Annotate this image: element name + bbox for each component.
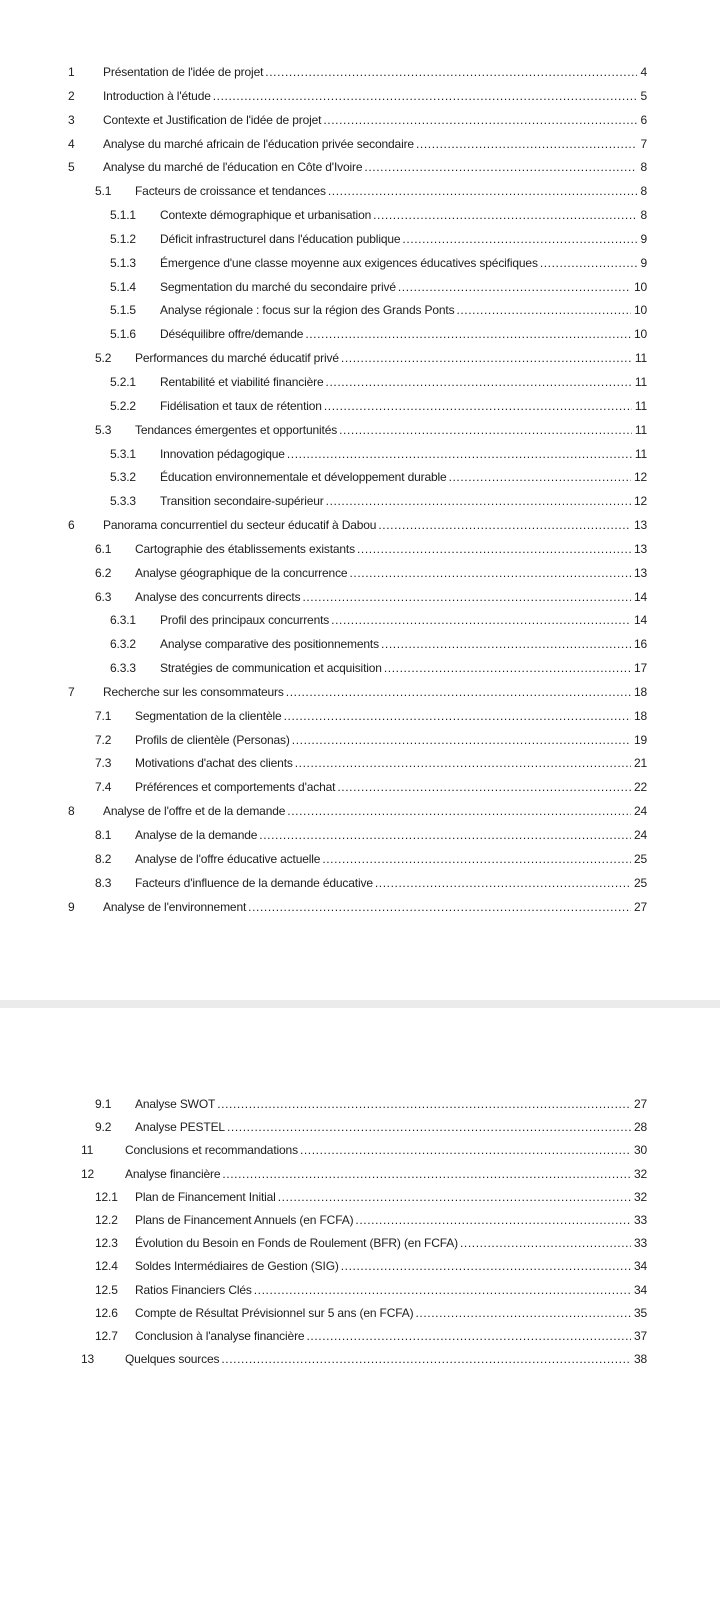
toc-entry-page: 22 [633, 780, 647, 795]
toc-page-2 [0, 1008, 720, 1612]
toc-dot-leader [300, 1139, 631, 1162]
toc-entry-title: Analyse PESTEL [135, 1120, 225, 1135]
toc-entry-title: Segmentation de la clientèle [135, 708, 282, 723]
toc-dot-leader [227, 1116, 631, 1139]
toc-entry-number: 5.1.5 [110, 303, 136, 318]
toc-entry[interactable] [68, 1325, 647, 1348]
toc-entry-page: 27 [633, 899, 647, 914]
toc-entry-number: 5.1.4 [110, 279, 136, 294]
toc-entry-title: Analyse financière [125, 1166, 221, 1181]
toc-entry-title: Transition secondaire-supérieur [160, 494, 324, 509]
toc-entry-number: 5.3.3 [110, 494, 136, 509]
toc-entry-title: Évolution du Besoin en Fonds de Roulement (BFR) (en FCFA) [135, 1236, 458, 1251]
toc-entry-title: Quelques sources [125, 1352, 220, 1367]
toc-entry-title: Émergence d'une classe moyenne aux exigences éducatives spécifiques [160, 255, 538, 270]
toc-entry-number: 6.3.2 [110, 637, 136, 652]
toc-dot-leader [259, 824, 631, 848]
toc-entry-number: 8.2 [95, 851, 112, 866]
toc-dot-leader [284, 705, 631, 729]
toc-dot-leader [339, 419, 632, 443]
toc-entry[interactable] [68, 371, 647, 395]
toc-entry[interactable] [68, 395, 647, 419]
toc-entry[interactable] [68, 61, 647, 85]
toc-dot-leader [355, 1209, 631, 1232]
toc-dot-leader [323, 109, 637, 133]
toc-entry-page: 10 [633, 303, 647, 318]
toc-entry[interactable] [68, 657, 647, 681]
toc-entry[interactable] [68, 156, 647, 180]
toc-entry-number: 5.1.6 [110, 327, 136, 342]
toc-entry-number: 5.2 [95, 351, 112, 366]
toc-entry[interactable] [68, 347, 647, 371]
toc-entry-title: Introduction à l'étude [103, 88, 211, 103]
toc-entry[interactable] [68, 1139, 647, 1162]
toc-entry-title: Analyse géographique de la concurrence [135, 565, 348, 580]
toc-entry-number: 8 [68, 804, 75, 819]
toc-entry-page: 8 [640, 160, 647, 175]
toc-entry-page: 34 [633, 1259, 647, 1274]
toc-entry[interactable] [68, 1232, 647, 1255]
toc-entry-page: 10 [633, 279, 647, 294]
toc-entry-number: 5.1.2 [110, 231, 136, 246]
toc-dot-leader [213, 85, 638, 109]
toc-entry[interactable] [68, 443, 647, 467]
toc-entry[interactable] [68, 252, 647, 276]
toc-entry[interactable] [68, 85, 647, 109]
toc-entry-title: Analyse SWOT [135, 1097, 216, 1111]
toc-entry-title: Tendances émergentes et opportunités [135, 422, 338, 437]
toc-entry[interactable] [68, 776, 647, 800]
toc-dot-leader [449, 466, 631, 490]
toc-entry-number: 5.1 [95, 184, 112, 199]
toc-entry-title: Analyse de l'offre et de la demande [103, 804, 286, 819]
toc-entry-number: 6.3.1 [110, 613, 136, 628]
toc-entry[interactable] [68, 1255, 647, 1278]
toc-entry-number: 3 [68, 112, 75, 127]
toc-entry[interactable] [68, 109, 647, 133]
toc-entry[interactable] [68, 586, 647, 610]
toc-dot-leader [287, 800, 631, 824]
toc-dot-leader [456, 299, 631, 323]
toc-entry[interactable] [68, 872, 647, 896]
toc-entry-page: 14 [633, 589, 647, 604]
toc-entry-number: 7.3 [95, 756, 112, 771]
toc-entry[interactable] [68, 562, 647, 586]
toc-entry[interactable] [68, 729, 647, 753]
toc-entry[interactable] [68, 848, 647, 872]
toc-entry[interactable] [68, 1302, 647, 1325]
toc-entry-number: 5.1.3 [110, 255, 136, 270]
toc-entry[interactable] [68, 299, 647, 323]
toc-dot-leader [254, 1279, 631, 1302]
toc-dot-leader [381, 633, 631, 657]
toc-dot-leader [295, 752, 631, 776]
toc-entry-page: 11 [634, 422, 647, 437]
toc-entry-page: 38 [633, 1352, 647, 1367]
toc-entry-page: 19 [633, 732, 647, 747]
toc-entry-page: 13 [633, 541, 647, 556]
toc-entry-page: 27 [633, 1097, 647, 1111]
toc-entry-title: Conclusion à l'analyse financière [135, 1328, 305, 1343]
toc-dot-leader [398, 276, 631, 300]
toc-entry-number: 9.2 [95, 1120, 112, 1135]
page-separator [0, 1000, 720, 1008]
toc-entry-title: Ratios Financiers Clés [135, 1282, 252, 1297]
toc-entry[interactable] [68, 1093, 647, 1116]
toc-dot-leader [292, 729, 631, 753]
toc-dot-leader [287, 443, 632, 467]
toc-entry-page: 28 [633, 1120, 647, 1135]
toc-entry[interactable] [68, 204, 647, 228]
toc-entry-number: 7.1 [95, 708, 112, 723]
toc-entry-page: 8 [640, 208, 647, 223]
toc-entry-page: 10 [633, 327, 647, 342]
toc-entry-title: Fidélisation et taux de rétention [160, 398, 322, 413]
toc-dot-leader [460, 1232, 631, 1255]
toc-dot-leader [326, 371, 632, 395]
toc-entry-page: 17 [633, 661, 647, 676]
toc-entry-page: 33 [633, 1236, 647, 1251]
toc-entry-page: 33 [633, 1212, 647, 1227]
toc-entry-number: 7.2 [95, 732, 112, 747]
toc-entry-title: Analyse du marché de l'éducation en Côte d'Ivoire [103, 160, 363, 175]
toc-entry-title: Performances du marché éducatif privé [135, 351, 339, 366]
toc-entry-number: 12 [81, 1166, 95, 1181]
toc-entry-page: 12 [633, 494, 647, 509]
toc-entry-title: Soldes Intermédiaires de Gestion (SIG) [135, 1259, 339, 1274]
toc-entry-page: 24 [633, 828, 647, 842]
toc-entry[interactable] [68, 1163, 647, 1186]
toc-entry-number: 12.5 [95, 1282, 118, 1297]
toc-entry[interactable] [68, 1348, 647, 1371]
toc-entry-page: 4 [640, 65, 647, 79]
toc-entry[interactable] [68, 538, 647, 562]
toc-entry-number: 13 [81, 1352, 95, 1367]
toc-entry-page: 18 [633, 684, 647, 699]
toc-dot-leader [416, 133, 638, 157]
toc-entry-title: Stratégies de communication et acquisition [160, 661, 382, 676]
toc-entry-number: 7.4 [95, 780, 112, 795]
toc-entry-number: 4 [68, 136, 75, 151]
toc-entry-number: 8.3 [95, 875, 112, 890]
toc-entry-page: 11 [634, 398, 647, 413]
toc-entry-page: 37 [633, 1328, 647, 1343]
toc-entry-number: 6.3 [95, 589, 112, 604]
toc-entry-page: 12 [633, 470, 647, 485]
toc-entry-number: 5 [68, 160, 75, 175]
toc-dot-leader [349, 562, 630, 586]
toc-entry-title: Analyse de l'offre éducative actuelle [135, 851, 321, 866]
toc-dot-leader [341, 1255, 631, 1278]
toc-entry-title: Facteurs d'influence de la demande éducative [135, 875, 373, 890]
toc-entry-title: Analyse régionale : focus sur la région des Grands Ponts [160, 303, 455, 318]
toc-entry-number: 5.3 [95, 422, 112, 437]
toc-dot-leader [364, 156, 637, 180]
toc-entry[interactable] [68, 1186, 647, 1209]
toc-entry[interactable] [68, 800, 647, 824]
toc-entry-number: 6.3.3 [110, 661, 136, 676]
toc-dot-leader [265, 61, 637, 85]
toc-dot-leader [286, 681, 631, 705]
toc-entry-title: Analyse du marché africain de l'éducation privée secondaire [103, 136, 414, 151]
toc-entry[interactable] [68, 466, 647, 490]
toc-entry[interactable] [68, 1279, 647, 1302]
toc-entry-page: 6 [640, 112, 647, 127]
toc-entry-title: Compte de Résultat Prévisionnel sur 5 ans (en FCFA) [135, 1305, 414, 1320]
toc-entry-page: 30 [633, 1143, 647, 1158]
toc-entry-title: Éducation environnementale et développement durable [160, 470, 447, 485]
toc-dot-leader [402, 228, 637, 252]
toc-entry-number: 5.3.2 [110, 470, 136, 485]
toc-entry-title: Innovation pédagogique [160, 446, 285, 461]
toc-entry-number: 1 [68, 65, 75, 79]
toc-entry-page: 11 [634, 446, 647, 461]
toc-dot-leader [384, 657, 631, 681]
toc-entry-number: 9.1 [95, 1097, 112, 1111]
toc-entry-number: 12.3 [95, 1236, 118, 1251]
toc-dot-leader [337, 776, 631, 800]
toc-entry-page: 13 [633, 565, 647, 580]
toc-entry[interactable] [68, 752, 647, 776]
toc-entry-title: Analyse comparative des positionnements [160, 637, 379, 652]
toc-entry-title: Contexte et Justification de l'idée de projet [103, 112, 322, 127]
toc-entry-title: Déficit infrastructurel dans l'éducation publique [160, 231, 401, 246]
toc-entry-number: 6.1 [95, 541, 112, 556]
toc-entry-title: Cartographie des établissements existants [135, 541, 355, 556]
toc-entry-page: 16 [633, 637, 647, 652]
toc-entry-title: Segmentation du marché du secondaire privé [160, 279, 396, 294]
toc-entry-page: 5 [640, 88, 647, 103]
toc-entry-number: 5.2.2 [110, 398, 136, 413]
toc-entry[interactable] [68, 705, 647, 729]
toc-dot-leader [540, 252, 638, 276]
toc-entry-number: 12.4 [95, 1259, 118, 1274]
toc-entry-page: 35 [633, 1305, 647, 1320]
toc-dot-leader [375, 872, 631, 896]
toc-dot-leader [278, 1186, 631, 1209]
toc-entry[interactable] [68, 133, 647, 157]
toc-entry-number: 6.2 [95, 565, 112, 580]
toc-dot-leader [306, 1325, 630, 1348]
toc-entry-title: Conclusions et recommandations [125, 1143, 298, 1158]
toc-dot-leader [357, 538, 631, 562]
toc-list-page-1 [68, 61, 647, 919]
toc-entry-title: Recherche sur les consommateurs [103, 684, 284, 699]
toc-dot-leader [326, 490, 631, 514]
toc-entry[interactable] [68, 276, 647, 300]
toc-dot-leader [415, 1302, 630, 1325]
toc-entry[interactable] [68, 228, 647, 252]
toc-entry[interactable] [68, 1116, 647, 1139]
toc-entry[interactable] [68, 896, 647, 920]
toc-entry-title: Analyse de l'environnement [103, 899, 247, 914]
toc-entry[interactable] [68, 180, 647, 204]
toc-entry-page: 11 [634, 374, 647, 389]
toc-entry-page: 34 [633, 1282, 647, 1297]
toc-dot-leader [378, 514, 631, 538]
toc-dot-leader [248, 896, 631, 920]
toc-entry-page: 21 [633, 756, 647, 771]
toc-entry-title: Analyse des concurrents directs [135, 589, 301, 604]
toc-dot-leader [322, 848, 631, 872]
toc-dot-leader [217, 1093, 631, 1116]
toc-entry-page: 25 [633, 875, 647, 890]
toc-entry-title: Analyse de la demande [135, 828, 258, 842]
toc-dot-leader [305, 323, 631, 347]
toc-entry-title: Facteurs de croissance et tendances [135, 184, 326, 199]
toc-entry-number: 9 [68, 899, 75, 914]
toc-entry[interactable] [68, 490, 647, 514]
toc-dot-leader [341, 347, 632, 371]
toc-entry-page: 14 [633, 613, 647, 628]
toc-entry-title: Contexte démographique et urbanisation [160, 208, 372, 223]
toc-entry-number: 12.7 [95, 1328, 118, 1343]
toc-entry-number: 5.3.1 [110, 446, 136, 461]
toc-entry-number: 7 [68, 684, 75, 699]
toc-entry-number: 12.1 [95, 1189, 118, 1204]
toc-entry[interactable] [68, 609, 647, 633]
toc-entry-title: Rentabilité et viabilité financière [160, 374, 324, 389]
toc-dot-leader [331, 609, 631, 633]
toc-entry-page: 25 [633, 851, 647, 866]
toc-entry-page: 9 [640, 255, 647, 270]
toc-entry-number: 5.1.1 [110, 208, 136, 223]
toc-entry-title: Profils de clientèle (Personas) [135, 732, 290, 747]
toc-dot-leader [302, 586, 631, 610]
toc-entry-page: 9 [640, 231, 647, 246]
toc-entry-title: Plans de Financement Annuels (en FCFA) [135, 1212, 354, 1227]
toc-entry-title: Panorama concurrentiel du secteur éducatif à Dabou [103, 518, 377, 533]
toc-entry-page: 8 [640, 184, 647, 199]
toc-entry-number: 12.2 [95, 1212, 118, 1227]
toc-list-page-2 [68, 1093, 647, 1371]
toc-entry-page: 18 [633, 708, 647, 723]
toc-entry-title: Motivations d'achat des clients [135, 756, 293, 771]
toc-dot-leader [328, 180, 638, 204]
toc-entry-number: 6 [68, 518, 75, 533]
toc-entry-title: Profil des principaux concurrents [160, 613, 330, 628]
toc-dot-leader [222, 1163, 631, 1186]
toc-entry-number: 12.6 [95, 1305, 118, 1320]
toc-entry-title: Présentation de l'idée de projet [103, 65, 264, 79]
toc-entry[interactable] [68, 1209, 647, 1232]
toc-entry-page: 32 [633, 1189, 647, 1204]
toc-dot-leader [324, 395, 632, 419]
toc-entry[interactable] [68, 323, 647, 347]
toc-entry-page: 11 [634, 351, 647, 366]
toc-entry-page: 32 [633, 1166, 647, 1181]
toc-entry[interactable] [68, 681, 647, 705]
toc-entry[interactable] [68, 514, 647, 538]
toc-dot-leader [373, 204, 637, 228]
toc-entry-number: 5.2.1 [110, 374, 136, 389]
toc-entry[interactable] [68, 633, 647, 657]
toc-entry-title: Plan de Financement Initial [135, 1189, 276, 1204]
toc-entry-page: 7 [640, 136, 647, 151]
toc-entry-title: Déséquilibre offre/demande [160, 327, 304, 342]
toc-entry-page: 24 [633, 804, 647, 819]
toc-entry[interactable] [68, 419, 647, 443]
toc-entry-title: Préférences et comportements d'achat [135, 780, 336, 795]
toc-entry-number: 8.1 [95, 828, 112, 842]
toc-dot-leader [221, 1348, 631, 1371]
toc-entry[interactable] [68, 824, 647, 848]
toc-entry-number: 2 [68, 88, 75, 103]
toc-entry-page: 13 [633, 518, 647, 533]
toc-entry-number: 11 [81, 1143, 94, 1158]
